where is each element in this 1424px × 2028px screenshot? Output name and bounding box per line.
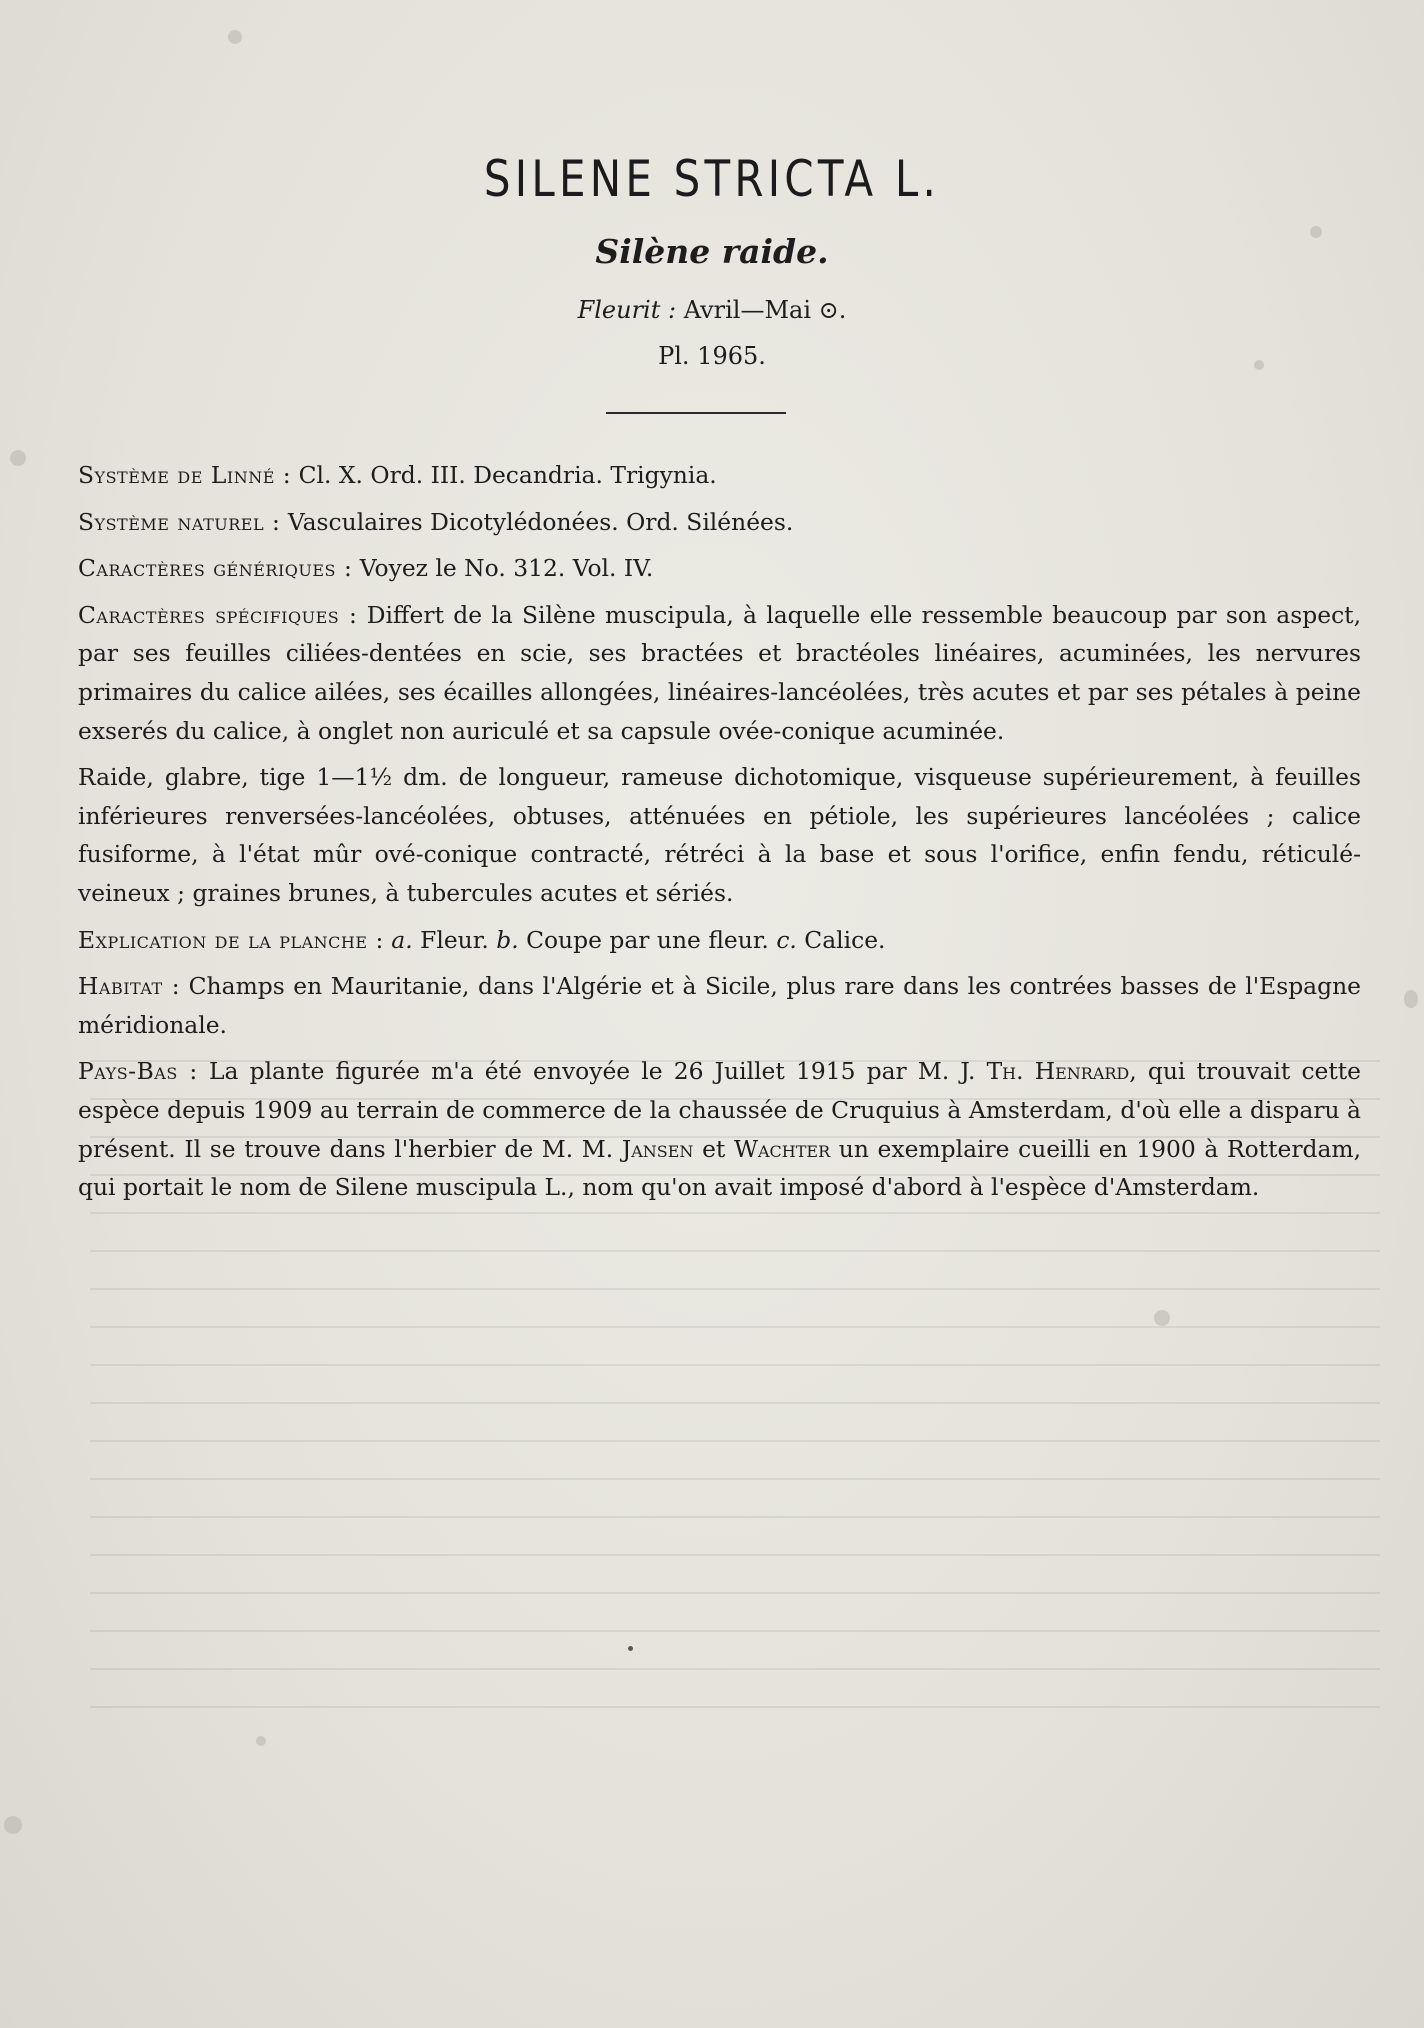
description-paragraph <box>78 758 1361 912</box>
caracteres-generiques-paragraph <box>78 549 1361 588</box>
flowering-value: Avril—Mai ⊙. <box>683 296 847 324</box>
description-text: Raide, glabre, tige 1—1½ dm. de longueur, rameuse dichotomique, visqueuse supérieurement, à feuilles inférieures renversées-lancéolées, obtuses, atténuées en pétiole, les supérieures lancéolées ; calice fusiforme, à l'état mûr ové-conique contracté, rétréci à la base et sous l'orifice, enfin fendu, réticulé-veineux ; graines brunes, à tubercules acutes et sériés. <box>78 763 1361 907</box>
caracteres-specifiques-text: Differt de la Silène muscipula, à laquelle elle ressemble beaucoup par son aspect, par ses feuilles ciliées-dentées en scie, ses bractées et bractéoles linéaires, acuminées, les nervures primaires du calice ailées, ses écailles allongées, linéaires-lancéolées, très acutes et par ses pétales à peine exserés du calice, à onglet non auriculé et sa capsule ovée-conique acuminée. <box>78 600 1362 745</box>
systeme-naturel-text: Vasculaires Dicotylédonées. Ord. Silénées. <box>287 507 794 536</box>
habitat-label: Habitat : <box>78 972 181 1001</box>
caracteres-specifiques-label: Caractères spécifiques : <box>78 600 358 629</box>
caracteres-generiques-text: Voyez le No. 312. Vol. IV. <box>359 554 654 583</box>
pays-bas-text-2: qui trouvait cette espèce depuis 1909 au terrain de commerce de la chaussée de Cruquius à Amsterdam, d'où elle a disparu à présent. Il se trouve dans l'herbier de M. M. <box>78 1057 1362 1163</box>
explication-paragraph <box>78 921 1361 960</box>
systeme-linne-label: Système de Linné : <box>78 461 292 489</box>
figure-c-letter: c. <box>776 925 797 954</box>
plate-number: Pl. 1965. <box>658 342 766 370</box>
caracteres-specifiques-paragraph <box>78 596 1361 750</box>
pays-bas-text-3: et <box>702 1134 726 1163</box>
species-title: SILENE STRICTA L. <box>483 150 941 208</box>
figure-a-text: Fleur. <box>420 925 489 954</box>
header-divider <box>606 412 786 414</box>
explication-label: Explication de la planche : <box>78 925 384 954</box>
habitat-paragraph <box>78 967 1361 1044</box>
flowering-label: Fleurit : <box>577 296 677 324</box>
figure-b-letter: b. <box>496 925 519 954</box>
flowering-line <box>0 296 1424 324</box>
systeme-naturel-paragraph <box>78 503 1361 542</box>
caracteres-generiques-label: Caractères génériques : <box>78 554 353 583</box>
pays-bas-text-1: La plante figurée m'a été envoyée le 26 Juillet 1915 par M. J. <box>208 1057 976 1086</box>
common-name: Silène raide. <box>595 232 829 271</box>
collector-name-henrard: Th. Henrard, <box>986 1057 1137 1086</box>
paper-speck <box>256 1736 266 1746</box>
paper-speck <box>228 30 242 44</box>
paper-speck <box>1404 990 1418 1008</box>
figure-b-text: Coupe par une fleur. <box>526 925 769 954</box>
pays-bas-label: Pays-Bas : <box>78 1057 198 1086</box>
pays-bas-text-4: un exemplaire cueilli en 1900 à Rotterdam, qui portait le nom de Silene muscipula L., nom qu'on avait imposé d'abord à l'espèce d'Amsterdam. <box>78 1134 1362 1202</box>
paper-speck <box>4 1816 22 1834</box>
figure-a-letter: a. <box>391 925 413 954</box>
description-body <box>78 456 1361 1215</box>
collector-name-wachter: Wachter <box>733 1134 831 1163</box>
collector-name-jansen: Jansen <box>621 1134 694 1163</box>
pays-bas-paragraph <box>78 1052 1361 1206</box>
habitat-text: Champs en Mauritanie, dans l'Algérie et à Sicile, plus rare dans les contrées basses de l'Espagne méridionale. <box>78 972 1362 1039</box>
systeme-naturel-label: Système naturel : <box>78 507 281 536</box>
systeme-linne-paragraph <box>78 456 1361 495</box>
systeme-linne-text: Cl. X. Ord. III. Decandria. Trigynia. <box>298 461 717 489</box>
figure-c-text: Calice. <box>804 925 886 954</box>
paper-speck <box>10 450 26 466</box>
